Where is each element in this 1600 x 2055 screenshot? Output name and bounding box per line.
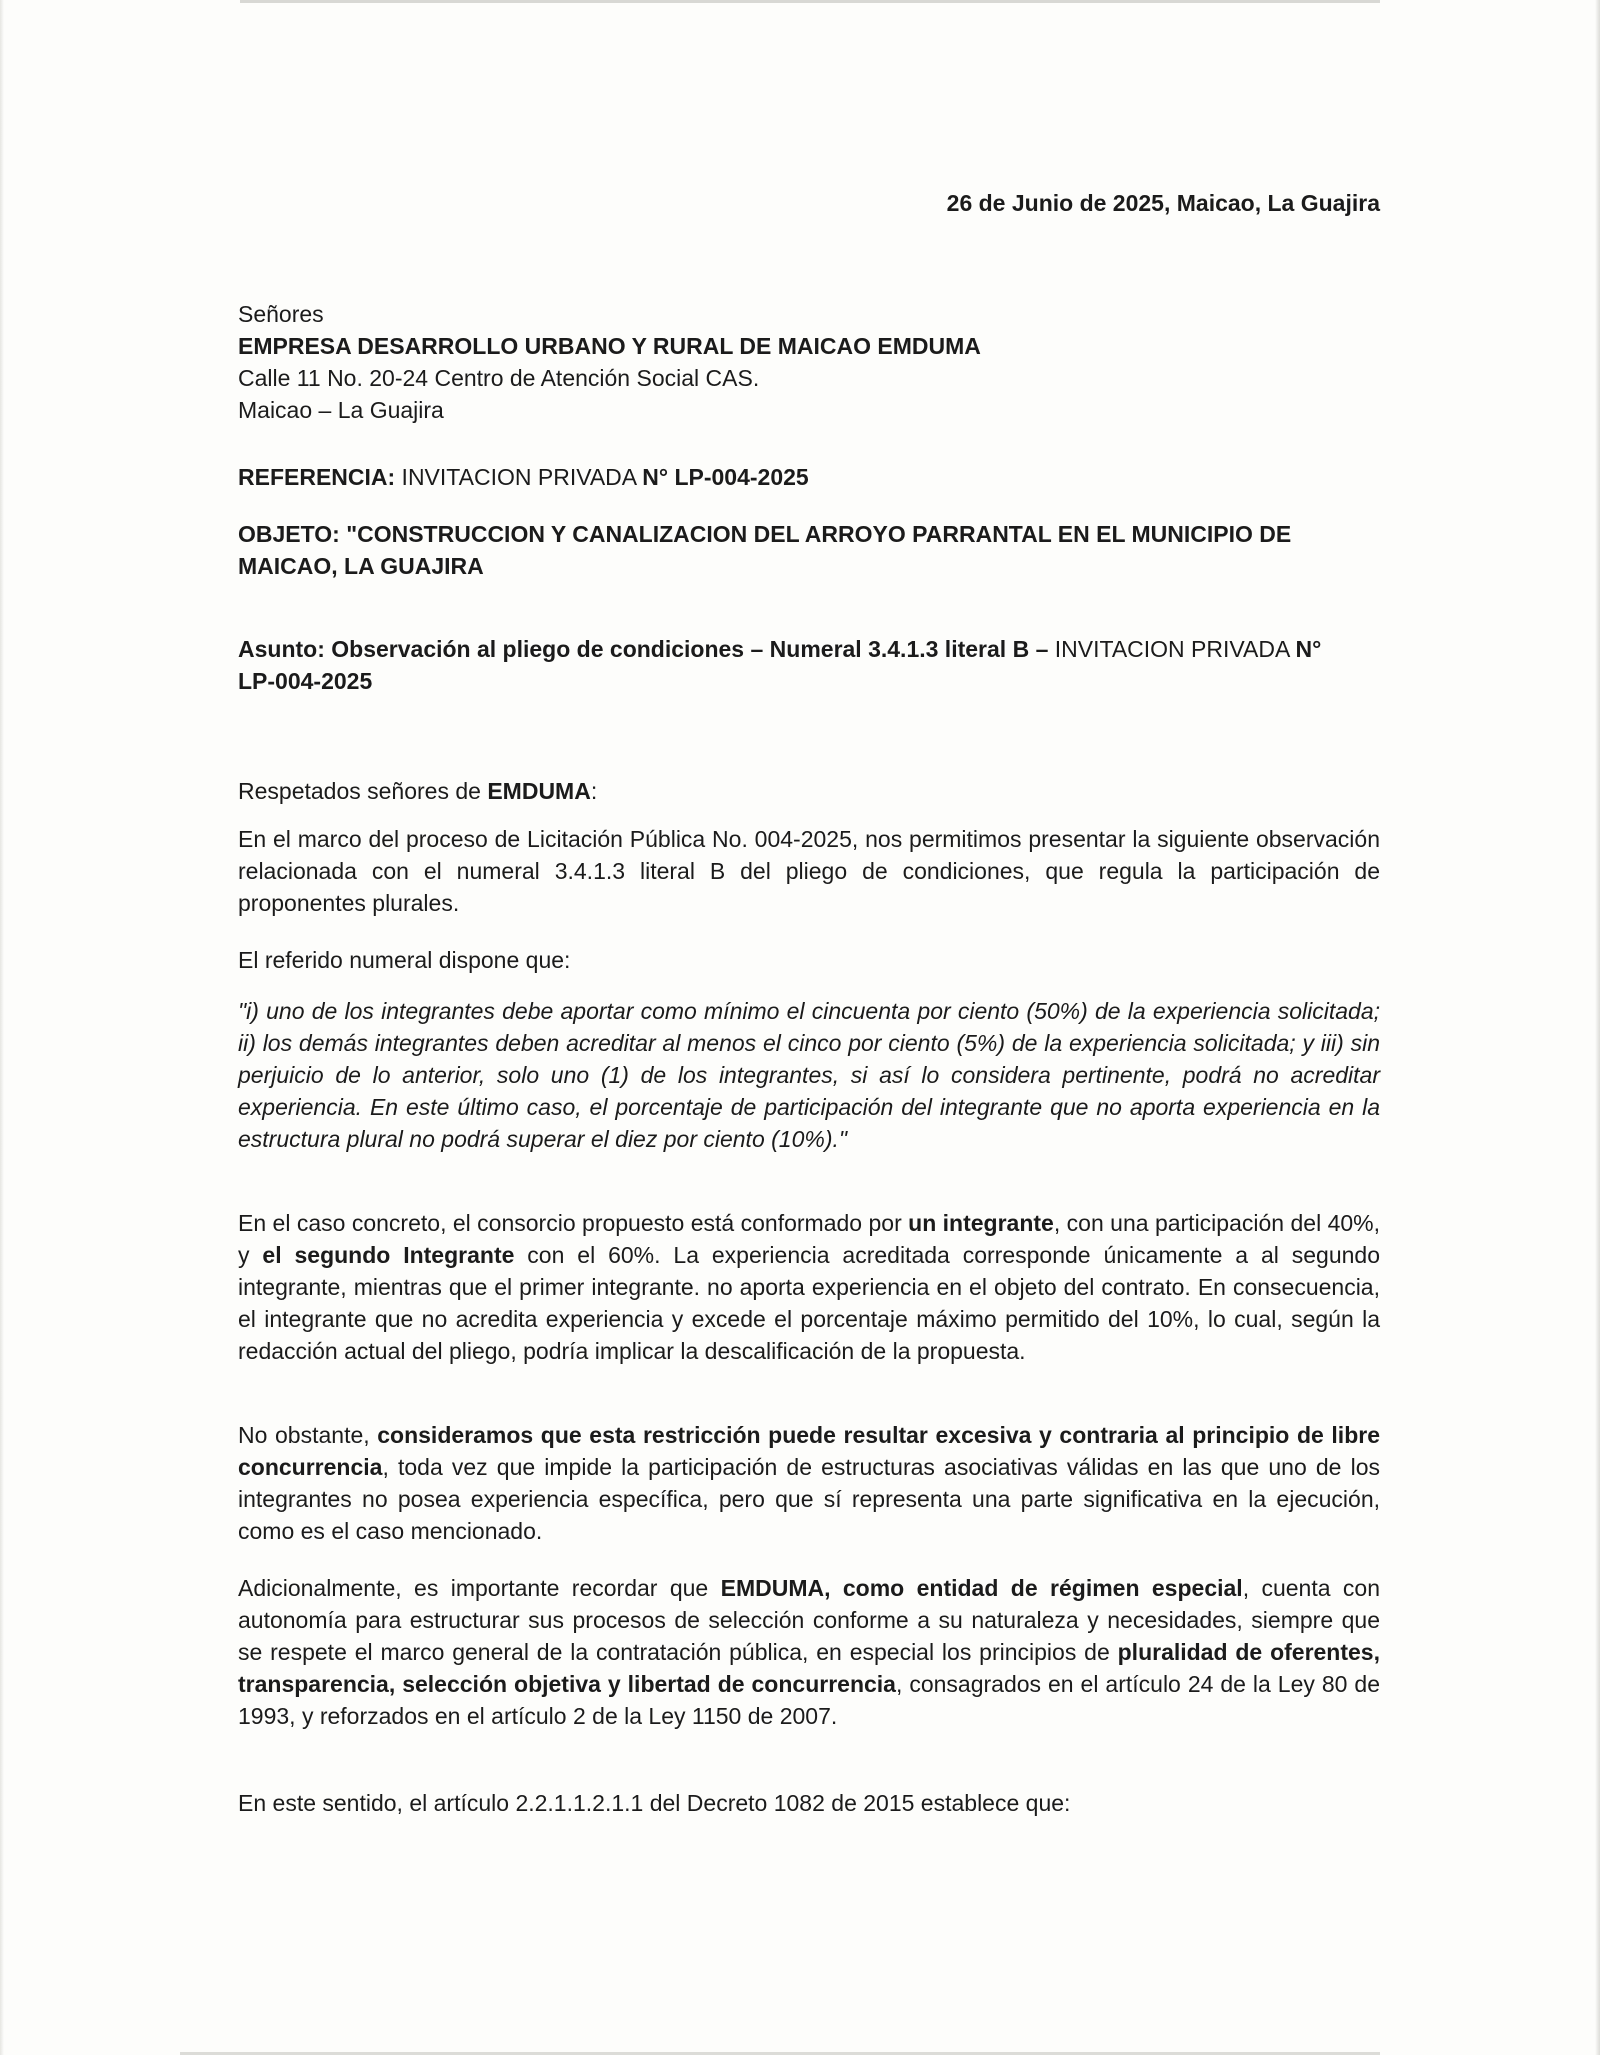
p3-text-e: con el 60%. La experiencia acreditada corresponde únicamente a al segundo integrante, mientras que el primer integrante. no aporta experiencia en el objeto del contrato. En consecuencia, el integrante que no acredita experiencia y excede el porcentaje máximo permitido del 10%, lo cual, según la redacción actual del pliego, podría implicar la descalificación de la propuesta.: [238, 1242, 1381, 1364]
p4-bold-b: consideramos que esta restricción puede resultar excesiva y contraria al principio de libre concurrencia: [238, 1422, 1380, 1480]
reference-line: [238, 461, 1380, 493]
p3-text-a: En el caso concreto, el consorcio propuesto está conformado por: [238, 1210, 909, 1236]
subject-plain: INVITACION PRIVADA: [1048, 636, 1296, 662]
subject-number: N° LP-004-2025: [238, 636, 1322, 694]
p5-text-c: , cuenta con autonomía para estructurar sus procesos de selección conforme a su naturaleza y necesidades, siempre que se respete el marco general de la contratación pública, en especial los principios de: [238, 1575, 1381, 1665]
recipient-block: [238, 298, 1380, 426]
greeting-end: :: [590, 778, 598, 804]
p5-text-a: Adicionalmente, es importante recordar que: [238, 1575, 721, 1601]
paragraph-6: En este sentido, el artículo 2.2.1.1.2.1.1 del Decreto 1082 de 2015 establece que:: [238, 1790, 1071, 1816]
subject-bold: Asunto: Observación al pliego de condiciones – Numeral 3.4.1.3 literal B –: [238, 636, 1049, 662]
p3-bold-d: el segundo Integrante: [262, 1242, 515, 1268]
reference-text: INVITACION PRIVADA: [395, 464, 643, 490]
quote-paragraph: "i) uno de los integrantes debe aportar como mínimo el cincuenta por ciento (50%) de la experiencia solicitada; ii) los demás integrantes deben acreditar al menos el cinco por ciento (5%) de la experiencia solicitada; y iii) sin perjuicio de lo anterior, solo uno (1) de los integrantes, si así lo considera pertinente, podrá no acreditar experiencia. En este último caso, el porcentaje de participación del integrante que no aporta experiencia en la estructura plural no podrá superar el diez por ciento (10%).": [238, 998, 1380, 1152]
p5-bold-d: pluralidad de oferentes, transparencia, selección objetiva y libertad de concurrencia: [238, 1639, 1380, 1697]
p4-text-a: No obstante,: [238, 1422, 378, 1448]
greeting-line: [238, 775, 1380, 807]
p5-bold-b: EMDUMA, como entidad de régimen especial: [720, 1575, 1243, 1601]
date-line: 26 de Junio de 2025, Maicao, La Guajira: [946, 190, 1380, 216]
paragraph-2: El referido numeral dispone que:: [238, 947, 571, 973]
salutation-line: Señores: [238, 301, 324, 327]
scan-edge-right: [1595, 0, 1600, 2055]
paragraph-5: [238, 1572, 1380, 1732]
recipient-address: Calle 11 No. 20-24 Centro de Atención Social CAS.: [238, 365, 760, 391]
greeting-entity: EMDUMA: [487, 778, 591, 804]
recipient-city: Maicao – La Guajira: [238, 397, 444, 423]
p5-text-e: , consagrados en el artículo 24 de la Ley 80 de 1993, y reforzados en el artículo 2 de la Ley 1150 de 2007.: [238, 1671, 1380, 1729]
paragraph-4: [238, 1419, 1380, 1547]
scan-edge-top: [240, 0, 1380, 3]
reference-label: REFERENCIA:: [238, 464, 396, 490]
object-line: OBJETO: "CONSTRUCCION Y CANALIZACION DEL ARROYO PARRANTAL EN EL MUNICIPIO DE MAICAO, LA GUAJIRA: [238, 521, 1292, 579]
subject-line: [238, 633, 1358, 697]
greeting-text: Respetados señores de: [238, 778, 488, 804]
reference-number: N° LP-004-2025: [642, 464, 809, 490]
recipient-company: EMPRESA DESARROLLO URBANO Y RURAL DE MAICAO EMDUMA: [238, 333, 981, 359]
paragraph-3: [238, 1207, 1380, 1367]
p3-text-c: , con una participación del 40%, y: [238, 1210, 1381, 1268]
p3-bold-b: un integrante: [908, 1210, 1054, 1236]
paragraph-1: En el marco del proceso de Licitación Pública No. 004-2025, nos permitimos presentar la siguiente observación relacionada con el numeral 3.4.1.3 literal B del pliego de condiciones, que regula la participación de proponentes plurales.: [238, 826, 1380, 916]
p4-text-c: , toda vez que impide la participación de estructuras asociativas válidas en las que uno de los integrantes no posea experiencia específica, pero que sí representa una parte significativa en la ejecución, como es el caso mencionado.: [238, 1454, 1380, 1544]
scan-edge-left: [0, 0, 4, 2055]
